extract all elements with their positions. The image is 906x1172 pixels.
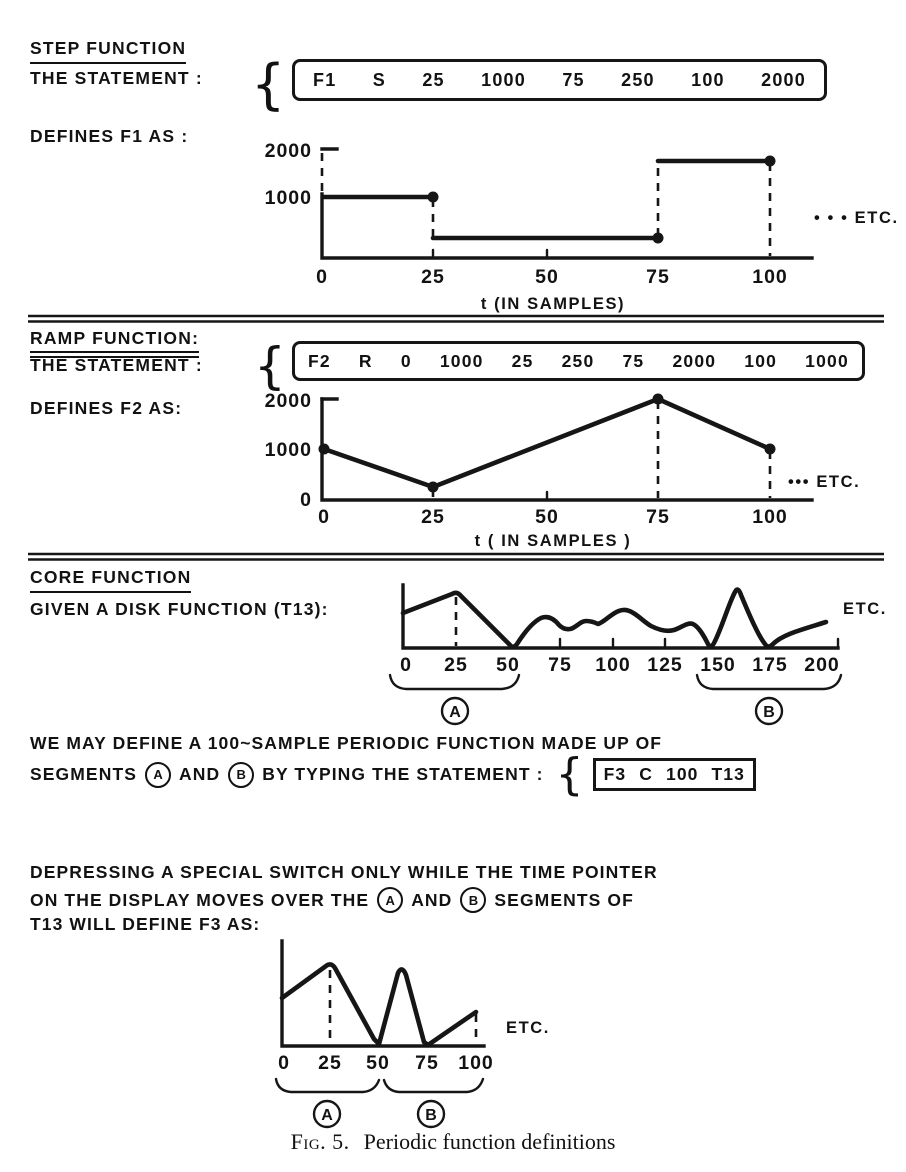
- step-xlabel-0: 0: [316, 266, 328, 288]
- disk-etc-label: ETC.: [843, 600, 887, 618]
- figure-caption: [0, 1129, 906, 1155]
- ramp-token-75: 75: [622, 350, 645, 371]
- step-axes: [322, 194, 812, 258]
- disk-brace-segment-a: [390, 675, 519, 689]
- core-given-label: GIVEN A DISK FUNCTION (T13):: [30, 599, 329, 619]
- para2-line3: T13 WILL DEFINE F3 AS:: [30, 914, 261, 934]
- step-token-s: S: [372, 69, 386, 90]
- separator-ramp-core: [28, 554, 884, 560]
- ramp-ylabel-1000: 1000: [264, 439, 312, 461]
- step-plot: [265, 140, 899, 313]
- ramp-point-75: [653, 394, 664, 405]
- disk-xlabel-25: 25: [444, 654, 468, 676]
- ramp-token-2000: 2000: [672, 350, 717, 371]
- ramp-xlabel-25: 25: [421, 506, 445, 528]
- f3-etc-label: ETC.: [506, 1019, 550, 1037]
- f3-xlabel-75: 75: [415, 1052, 439, 1074]
- ramp-statement-box: [292, 341, 865, 381]
- circled-b-letter-2: B: [468, 892, 479, 908]
- step-token-1000: 1000: [481, 69, 526, 90]
- ramp-heading: RAMP FUNCTION:: [30, 328, 199, 358]
- ramp-xlabel-0: 0: [318, 506, 330, 528]
- f3-xlabel-50: 50: [366, 1052, 390, 1074]
- step-token-2000: 2000: [761, 69, 806, 90]
- f3-brace-segment-b: [384, 1079, 483, 1092]
- ramp-token-r: R: [358, 350, 373, 371]
- ramp-token-1000a: 1000: [439, 350, 484, 371]
- step-xlabel-25: 25: [421, 266, 445, 288]
- disk-xlabel-50: 50: [496, 654, 520, 676]
- circled-a-letter: A: [153, 767, 163, 783]
- disk-xlabel-75: 75: [548, 654, 572, 676]
- ramp-line: [324, 399, 770, 487]
- disk-segment-a-letter: A: [449, 704, 461, 721]
- circled-b-letter: B: [236, 767, 246, 783]
- ramp-xlabel-50: 50: [535, 506, 559, 528]
- ramp-axis-title: t ( IN SAMPLES ): [474, 532, 632, 550]
- f3-xlabel-25: 25: [318, 1052, 342, 1074]
- f3-xlabel-100: 100: [458, 1052, 494, 1074]
- circled-a-badge: [145, 762, 171, 788]
- para1-line1: WE MAY DEFINE A 100~SAMPLE PERIODIC FUNCTION MADE UP OF: [30, 733, 663, 753]
- ramp-dashed-drops: [433, 401, 770, 498]
- step-statement-brace: {: [251, 53, 286, 116]
- f3-plot: [276, 941, 550, 1127]
- circled-b-badge: [228, 762, 254, 788]
- step-heading: STEP FUNCTION: [30, 38, 186, 64]
- disk-brace-segment-b: [697, 675, 841, 689]
- ramp-plot: [265, 390, 861, 550]
- figure-caption-label: Fig. 5.: [290, 1129, 350, 1154]
- para1-line2-mid: AND: [179, 764, 221, 785]
- f3-xlabel-0: 0: [278, 1052, 290, 1074]
- step-statement-label: THE STATEMENT :: [30, 68, 203, 88]
- step-xlabel-75: 75: [646, 266, 670, 288]
- f3-token-100: 100: [665, 764, 699, 785]
- separator-step-ramp: [28, 316, 884, 322]
- ramp-token-250: 250: [561, 350, 595, 371]
- step-token-25: 25: [422, 69, 445, 90]
- para1-line2-post: BY TYPING THE STATEMENT :: [262, 764, 544, 785]
- ramp-point-25: [428, 482, 439, 493]
- step-axis-title: t (IN SAMPLES): [480, 295, 626, 313]
- f3-token-f3: F3: [603, 764, 627, 785]
- core-heading: CORE FUNCTION: [30, 567, 191, 593]
- step-token-75: 75: [562, 69, 585, 90]
- f3-statement-box: [593, 758, 756, 791]
- ramp-point-100: [765, 444, 776, 455]
- step-ylabel-2000: 2000: [264, 140, 312, 162]
- circled-a-letter-2: A: [385, 892, 395, 908]
- f3-segment-b-letter: B: [425, 1107, 437, 1124]
- disk-xlabel-0: 0: [400, 654, 412, 676]
- disk-xlabel-200: 200: [804, 654, 840, 676]
- disk-curve: [403, 590, 826, 647]
- ramp-axes: [322, 399, 812, 500]
- ramp-token-25: 25: [511, 350, 534, 371]
- ramp-token-f2: F2: [308, 350, 331, 371]
- ramp-xlabel-75: 75: [646, 506, 670, 528]
- f3-token-c: C: [639, 764, 653, 785]
- disk-xlabel-125: 125: [647, 654, 683, 676]
- disk-segment-b-letter: B: [763, 704, 775, 721]
- step-token-f1: F1: [313, 69, 337, 90]
- para2-line2: [30, 887, 634, 913]
- ramp-token-1000b: 1000: [805, 350, 849, 371]
- ramp-ylabel-0: 0: [300, 489, 312, 511]
- disk-xlabel-100: 100: [595, 654, 631, 676]
- step-token-250: 250: [621, 69, 655, 90]
- step-point-100: [765, 156, 776, 167]
- step-point-75: [653, 233, 664, 244]
- disk-xlabel-175: 175: [752, 654, 788, 676]
- step-etc-label: • • • ETC.: [814, 209, 899, 227]
- disk-axes: [403, 585, 838, 648]
- step-xlabel-50: 50: [535, 266, 559, 288]
- circled-b-badge-2: [460, 887, 486, 913]
- para2-line2-post: SEGMENTS OF: [494, 889, 634, 910]
- para2-line2-pre: ON THE DISPLAY MOVES OVER THE: [30, 889, 370, 910]
- figure-caption-text: Periodic function definitions: [363, 1129, 616, 1154]
- f3-curve: [282, 964, 476, 1045]
- step-token-100: 100: [691, 69, 725, 90]
- ramp-etc-label: ••• ETC.: [788, 473, 861, 491]
- step-point-25: [428, 192, 439, 203]
- ramp-statement-brace: {: [254, 337, 286, 395]
- step-defines-label: DEFINES F1 AS :: [30, 126, 189, 146]
- ramp-token-100: 100: [744, 350, 778, 371]
- ramp-ylabel-2000: 2000: [264, 390, 312, 412]
- step-dashed-drops: [433, 163, 770, 256]
- f3-statement-brace: {: [555, 749, 585, 800]
- para1-line2: [30, 749, 756, 800]
- ramp-point-0: [319, 444, 330, 455]
- ramp-defines-label: DEFINES F2 AS:: [30, 398, 183, 418]
- step-xlabel-100: 100: [752, 266, 788, 288]
- disk-function-plot: [390, 585, 887, 724]
- para1-line2-pre: SEGMENTS: [30, 764, 138, 785]
- circled-a-badge-2: [377, 887, 403, 913]
- ramp-xlabel-100: 100: [752, 506, 788, 528]
- f3-token-t13: T13: [711, 764, 745, 785]
- f3-brace-segment-a: [276, 1079, 379, 1092]
- step-ylabel-1000: 1000: [264, 187, 312, 209]
- ramp-statement-label: THE STATEMENT :: [30, 355, 203, 375]
- step-statement-box: [292, 59, 827, 101]
- para2-line2-mid: AND: [411, 889, 453, 910]
- ramp-token-0: 0: [400, 350, 412, 371]
- para2-line1: DEPRESSING A SPECIAL SWITCH ONLY WHILE THE TIME POINTER: [30, 862, 658, 882]
- disk-xlabel-150: 150: [700, 654, 736, 676]
- f3-segment-a-letter: A: [321, 1107, 333, 1124]
